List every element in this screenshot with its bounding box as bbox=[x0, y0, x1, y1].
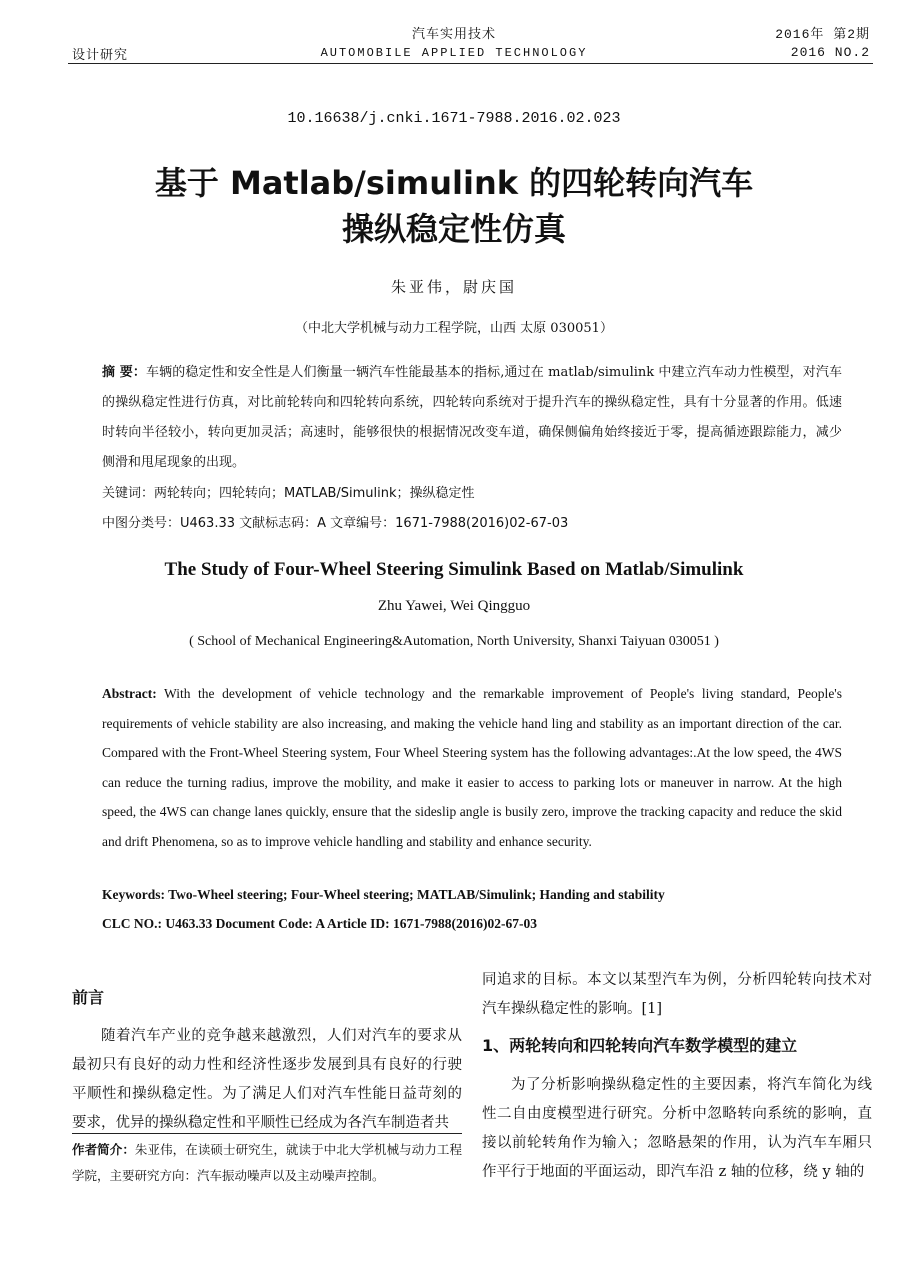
doi: 10.16638/j.cnki.1671-7988.2016.02.023 bbox=[287, 110, 621, 127]
abstract-en-text: With the development of vehicle technology and the remarkable improvement of People's living standard, People's requirements of vehicle stability are also increasing, and making the vehicle hand ling and stability as an important direction of the car. Compared with the Front-Wheel Steering system, Four Wheel Steering system has the following advantages:.At the low speed, the 4WS can reduce the turning radius, improve the mobility, and make it easier to access to parking lots or maneuver in narrow. At the high speed, the 4WS can change lanes quickly, ensure that the sideslip angle is busily zero, improve the tracking capacity and reduce the skid and drift Phenomena, so as to improve vehicle handling and stability and enhance security. bbox=[102, 686, 842, 849]
affiliation: （中北大学机械与动力工程学院，山西 太原 030051） bbox=[295, 321, 613, 336]
journal-name bbox=[0, 26, 908, 62]
footnote-label: 作者简介： bbox=[72, 1142, 135, 1157]
clc-en: CLC NO.: U463.33 Document Code: A Article ID: 1671-7988(2016)02-67-03 bbox=[102, 916, 537, 931]
issue-line-1: 2016年 第2期 bbox=[775, 27, 870, 42]
author-footnote bbox=[72, 1137, 462, 1189]
preface-heading: 前言 bbox=[72, 988, 105, 1007]
section-1-heading: 1、两轮转向和四轮转向汽车数学模型的建立 bbox=[482, 1036, 798, 1055]
authors: 朱亚伟，尉庆国 bbox=[390, 278, 517, 296]
journal-section-label: 设计研究 bbox=[72, 48, 129, 63]
affiliation-en: ( School of Mechanical Engineering&Automation, North University, Shanxi Taiyuan 030051 ) bbox=[189, 634, 719, 649]
section-1-text: 为了分析影响操纵稳定性的主要因素，将汽车简化为线性二自由度模型进行研究。分析中忽略转向系统的影响，直接以前轮转角作为输入；忽略悬架的作用，认为汽车车厢只作平行于地面的平面运动，即汽车沿 z 轴的位移，绕 y 轴的 bbox=[482, 1077, 872, 1180]
clc-cn: 中图分类号：U463.33 文献标志码：A 文章编号：1671-7988(2016)02-67-03 bbox=[102, 516, 569, 531]
authors-en: Zhu Yawei, Wei Qingguo bbox=[377, 598, 531, 614]
abstract-cn bbox=[102, 358, 842, 478]
keywords-cn: 关键词：两轮转向；四轮转向；MATLAB/Simulink；操纵稳定性 bbox=[102, 486, 475, 501]
footnote-divider bbox=[72, 1133, 462, 1134]
title-line-2: 操纵稳定性仿真 bbox=[341, 210, 566, 248]
journal-name-cn: 汽车实用技术 bbox=[411, 27, 496, 42]
journal-name-en: AUTOMOBILE APPLIED TECHNOLOGY bbox=[320, 46, 588, 60]
abstract-en-label: Abstract: bbox=[102, 686, 157, 701]
abstract-en bbox=[102, 679, 842, 856]
issue-line-2: 2016 NO.2 bbox=[790, 45, 870, 60]
preface-text: 随着汽车产业的竞争越来越激烈，人们对汽车的要求从最初只有良好的动力性和经济性逐步发展到具有良好的行驶平顺性和操纵稳定性。为了满足人们对汽车性能日益苛刻的要求，优异的操纵稳定性和平顺性已经成为各汽车制造者共 bbox=[72, 1028, 462, 1131]
title-line-1: 基于 Matlab/simulink 的四轮转向汽车 bbox=[154, 164, 754, 202]
issue-info bbox=[775, 26, 870, 62]
abstract-cn-text: 车辆的稳定性和安全性是人们衡量一辆汽车性能最基本的指标,通过在 matlab/simulink 中建立汽车动力性模型，对汽车的操纵稳定性进行仿真，对比前轮转向和四轮转向系统，四轮转向系统对于提升汽车的操纵稳定性，具有十分显著的作用。低速时转向半径较小，转向更加灵活；高速时，能够很快的根据情况改变车道，确保侧偏角始终接近于零，提高循迹跟踪能力，减少侧滑和甩尾现象的出现。 bbox=[102, 365, 842, 470]
right-column-continuation: 同追求的目标。本文以某型汽车为例，分析四轮转向技术对汽车操纵稳定性的影响。[1] bbox=[482, 972, 872, 1017]
paper-title bbox=[0, 160, 908, 252]
header-divider bbox=[68, 63, 873, 64]
keywords-en: Keywords: Two-Wheel steering; Four-Wheel steering; MATLAB/Simulink; Handing and stability bbox=[102, 887, 665, 902]
footnote-text: 朱亚伟，在读硕士研究生，就读于中北大学机械与动力工程学院，主要研究方向：汽车振动噪声以及主动噪声控制。 bbox=[72, 1142, 462, 1183]
paper-title-en: The Study of Four-Wheel Steering Simulink Based on Matlab/Simulink bbox=[164, 559, 744, 580]
abstract-cn-label: 摘 要： bbox=[102, 365, 147, 380]
